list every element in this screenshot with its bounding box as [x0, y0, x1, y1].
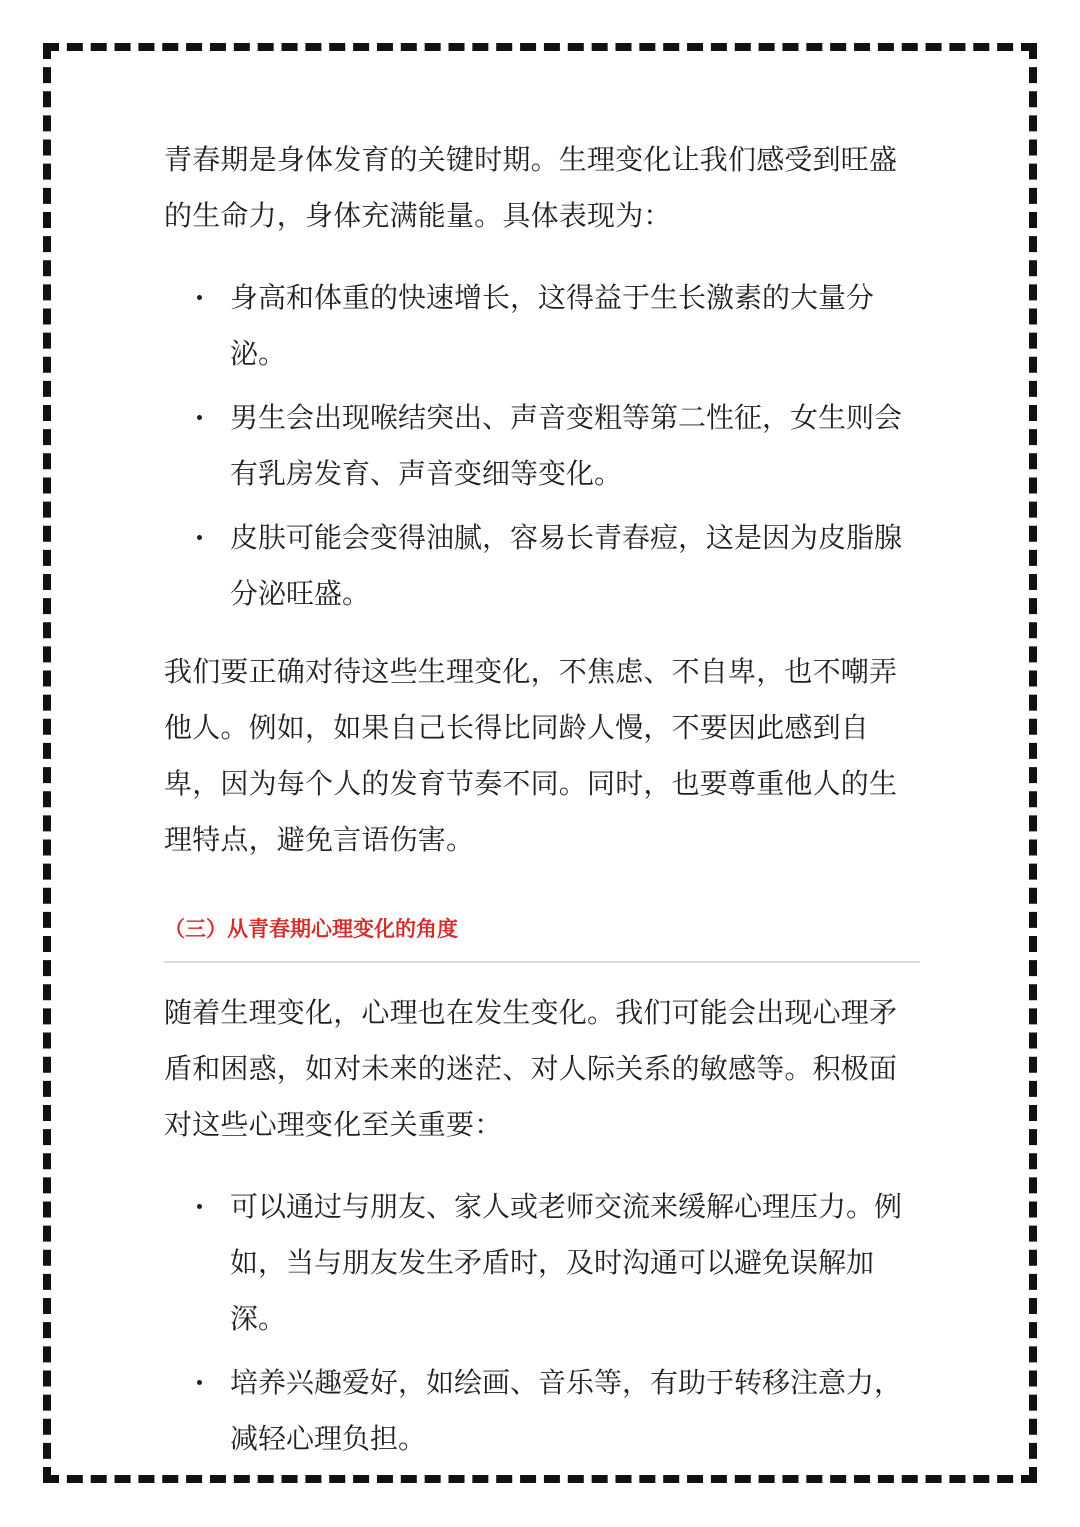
list-item: [164, 270, 920, 382]
section-divider: [164, 961, 920, 963]
list-item: [164, 1355, 920, 1467]
article-content: [164, 132, 920, 1467]
list-item: [164, 1179, 920, 1347]
bullet-icon: [197, 1204, 202, 1209]
list-item-text: 男生会出现喉结突出、声音变粗等第二性征，女生则会有乳房发育、声音变细等变化。: [230, 401, 903, 490]
intro-paragraph: 青春期是身体发育的关键时期。生理变化让我们感受到旺盛的生命力，身体充满能量。具体表现为：: [164, 143, 898, 232]
list-item-text: 培养兴趣爱好，如绘画、音乐等，有助于转移注意力，减轻心理负担。: [230, 1366, 903, 1455]
physical-changes-list: [164, 270, 920, 622]
list-item-text: 身高和体重的快速增长，这得益于生长激素的大量分泌。: [230, 281, 875, 370]
bullet-icon: [197, 295, 202, 300]
section3-paragraph: 随着生理变化，心理也在发生变化。我们可能会出现心理矛盾和困惑，如对未来的迷茫、对人际关系的敏感等。积极面对这些心理变化至关重要：: [164, 996, 898, 1141]
list-item-text: 可以通过与朋友、家人或老师交流来缓解心理压力。例如，当与朋友发生矛盾时，及时沟通可以避免误解加深。: [230, 1190, 903, 1335]
psychology-tips-list: [164, 1179, 920, 1467]
list-item: [164, 390, 920, 502]
bullet-icon: [197, 1380, 202, 1385]
attitude-paragraph: 我们要正确对待这些生理变化，不焦虑、不自卑，也不嘲弄他人。例如，如果自己长得比同龄人慢，不要因此感到自卑，因为每个人的发育节奏不同。同时，也要尊重他人的生理特点，避免言语伤害。: [164, 655, 898, 856]
bullet-icon: [197, 415, 202, 420]
list-item: [164, 510, 920, 622]
list-item-text: 皮肤可能会变得油腻，容易长青春痘，这是因为皮脂腺分泌旺盛。: [230, 521, 903, 610]
section-heading: （三）从青春期心理变化的角度: [164, 917, 458, 941]
bullet-icon: [197, 535, 202, 540]
